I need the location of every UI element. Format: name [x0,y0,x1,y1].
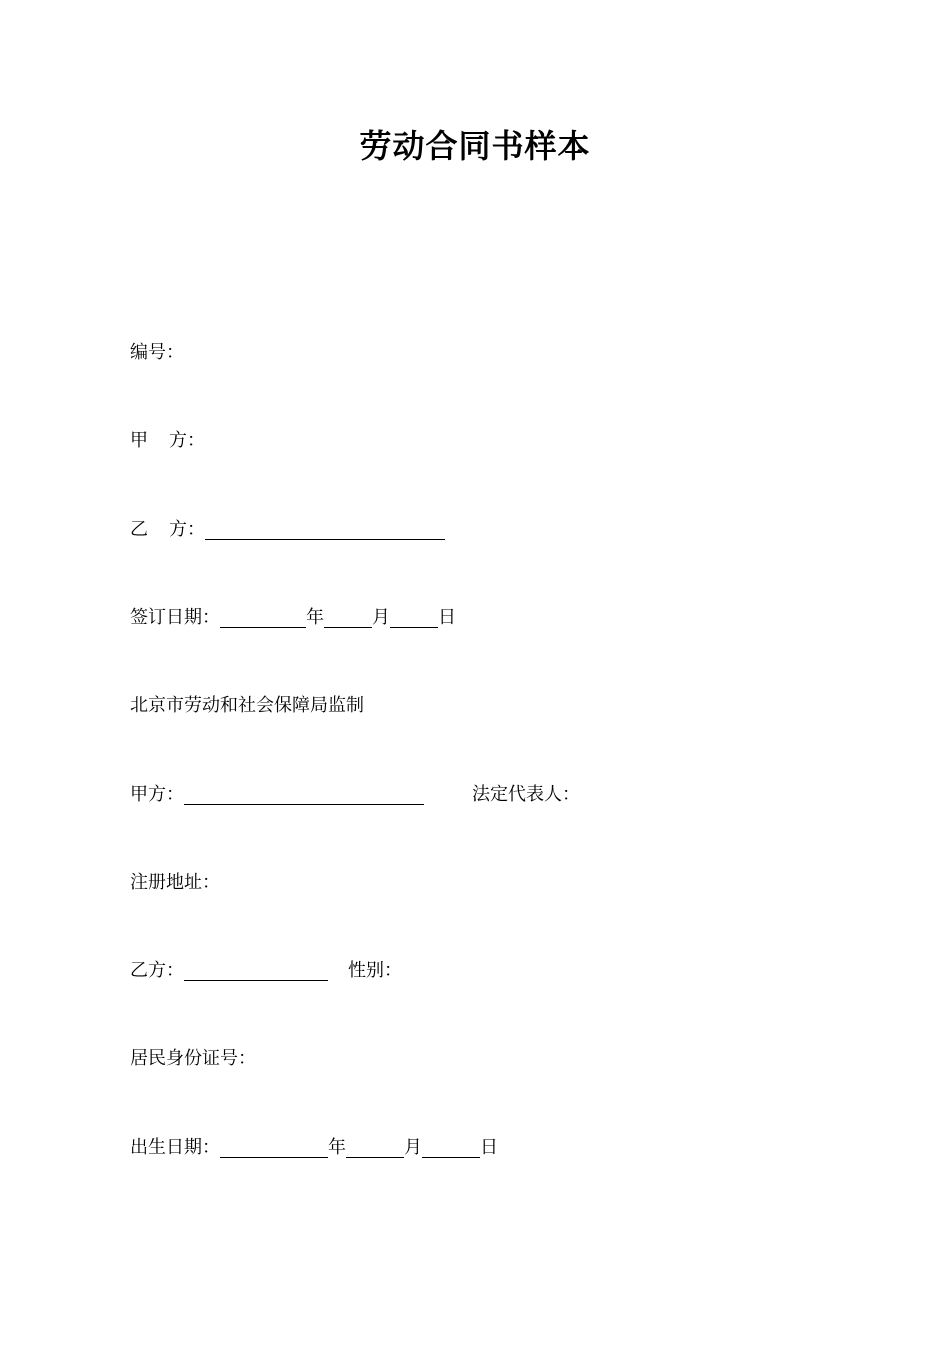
sign-date-line [130,605,456,631]
party-b-blank[interactable] [184,960,328,981]
birth-year-blank[interactable] [220,1137,328,1158]
supervisor-text: 北京市劳动和社会保障局监制 [130,695,364,716]
reg-address-line [130,870,220,896]
birth-month-blank[interactable] [346,1137,404,1158]
birth-day-unit: 日 [480,1137,498,1158]
cover-party-a-line [130,428,205,454]
sign-date-label: 签订日期： [130,607,220,628]
id-number-line [130,1046,256,1072]
party-a-line [130,782,580,808]
cover-party-b-blank[interactable] [205,519,445,540]
gender-label: 性别： [348,960,402,981]
party-b-label: 乙方： [130,960,184,981]
party-a-label: 甲方： [130,784,184,805]
birth-year-unit: 年 [328,1137,346,1158]
party-b-line [130,958,402,984]
supervisor-line [130,693,364,719]
birth-date-label: 出生日期： [130,1137,220,1158]
birth-month-unit: 月 [404,1137,422,1158]
sign-month-blank[interactable] [324,607,372,628]
cover-party-b-label: 乙 [130,519,148,540]
cover-party-a-label: 甲 [130,430,148,451]
id-number-label: 居民身份证号： [130,1048,256,1069]
legal-rep-label: 法定代表人： [472,784,580,805]
reg-address-label: 注册地址： [130,872,220,893]
cover-party-b-line [130,517,445,543]
document-title: 劳动合同书样本 [359,127,591,165]
sign-year-blank[interactable] [220,607,306,628]
number-label: 编号： [130,342,184,363]
sign-day-blank[interactable] [390,607,438,628]
number-line [130,340,184,366]
party-a-blank[interactable] [184,784,424,805]
sign-day-unit: 日 [438,607,456,628]
cover-party-a-suffix: 方： [169,430,205,451]
sign-month-unit: 月 [372,607,390,628]
sign-year-unit: 年 [306,607,324,628]
birth-day-blank[interactable] [422,1137,480,1158]
cover-party-b-suffix: 方： [169,519,205,540]
birth-date-line [130,1135,498,1161]
